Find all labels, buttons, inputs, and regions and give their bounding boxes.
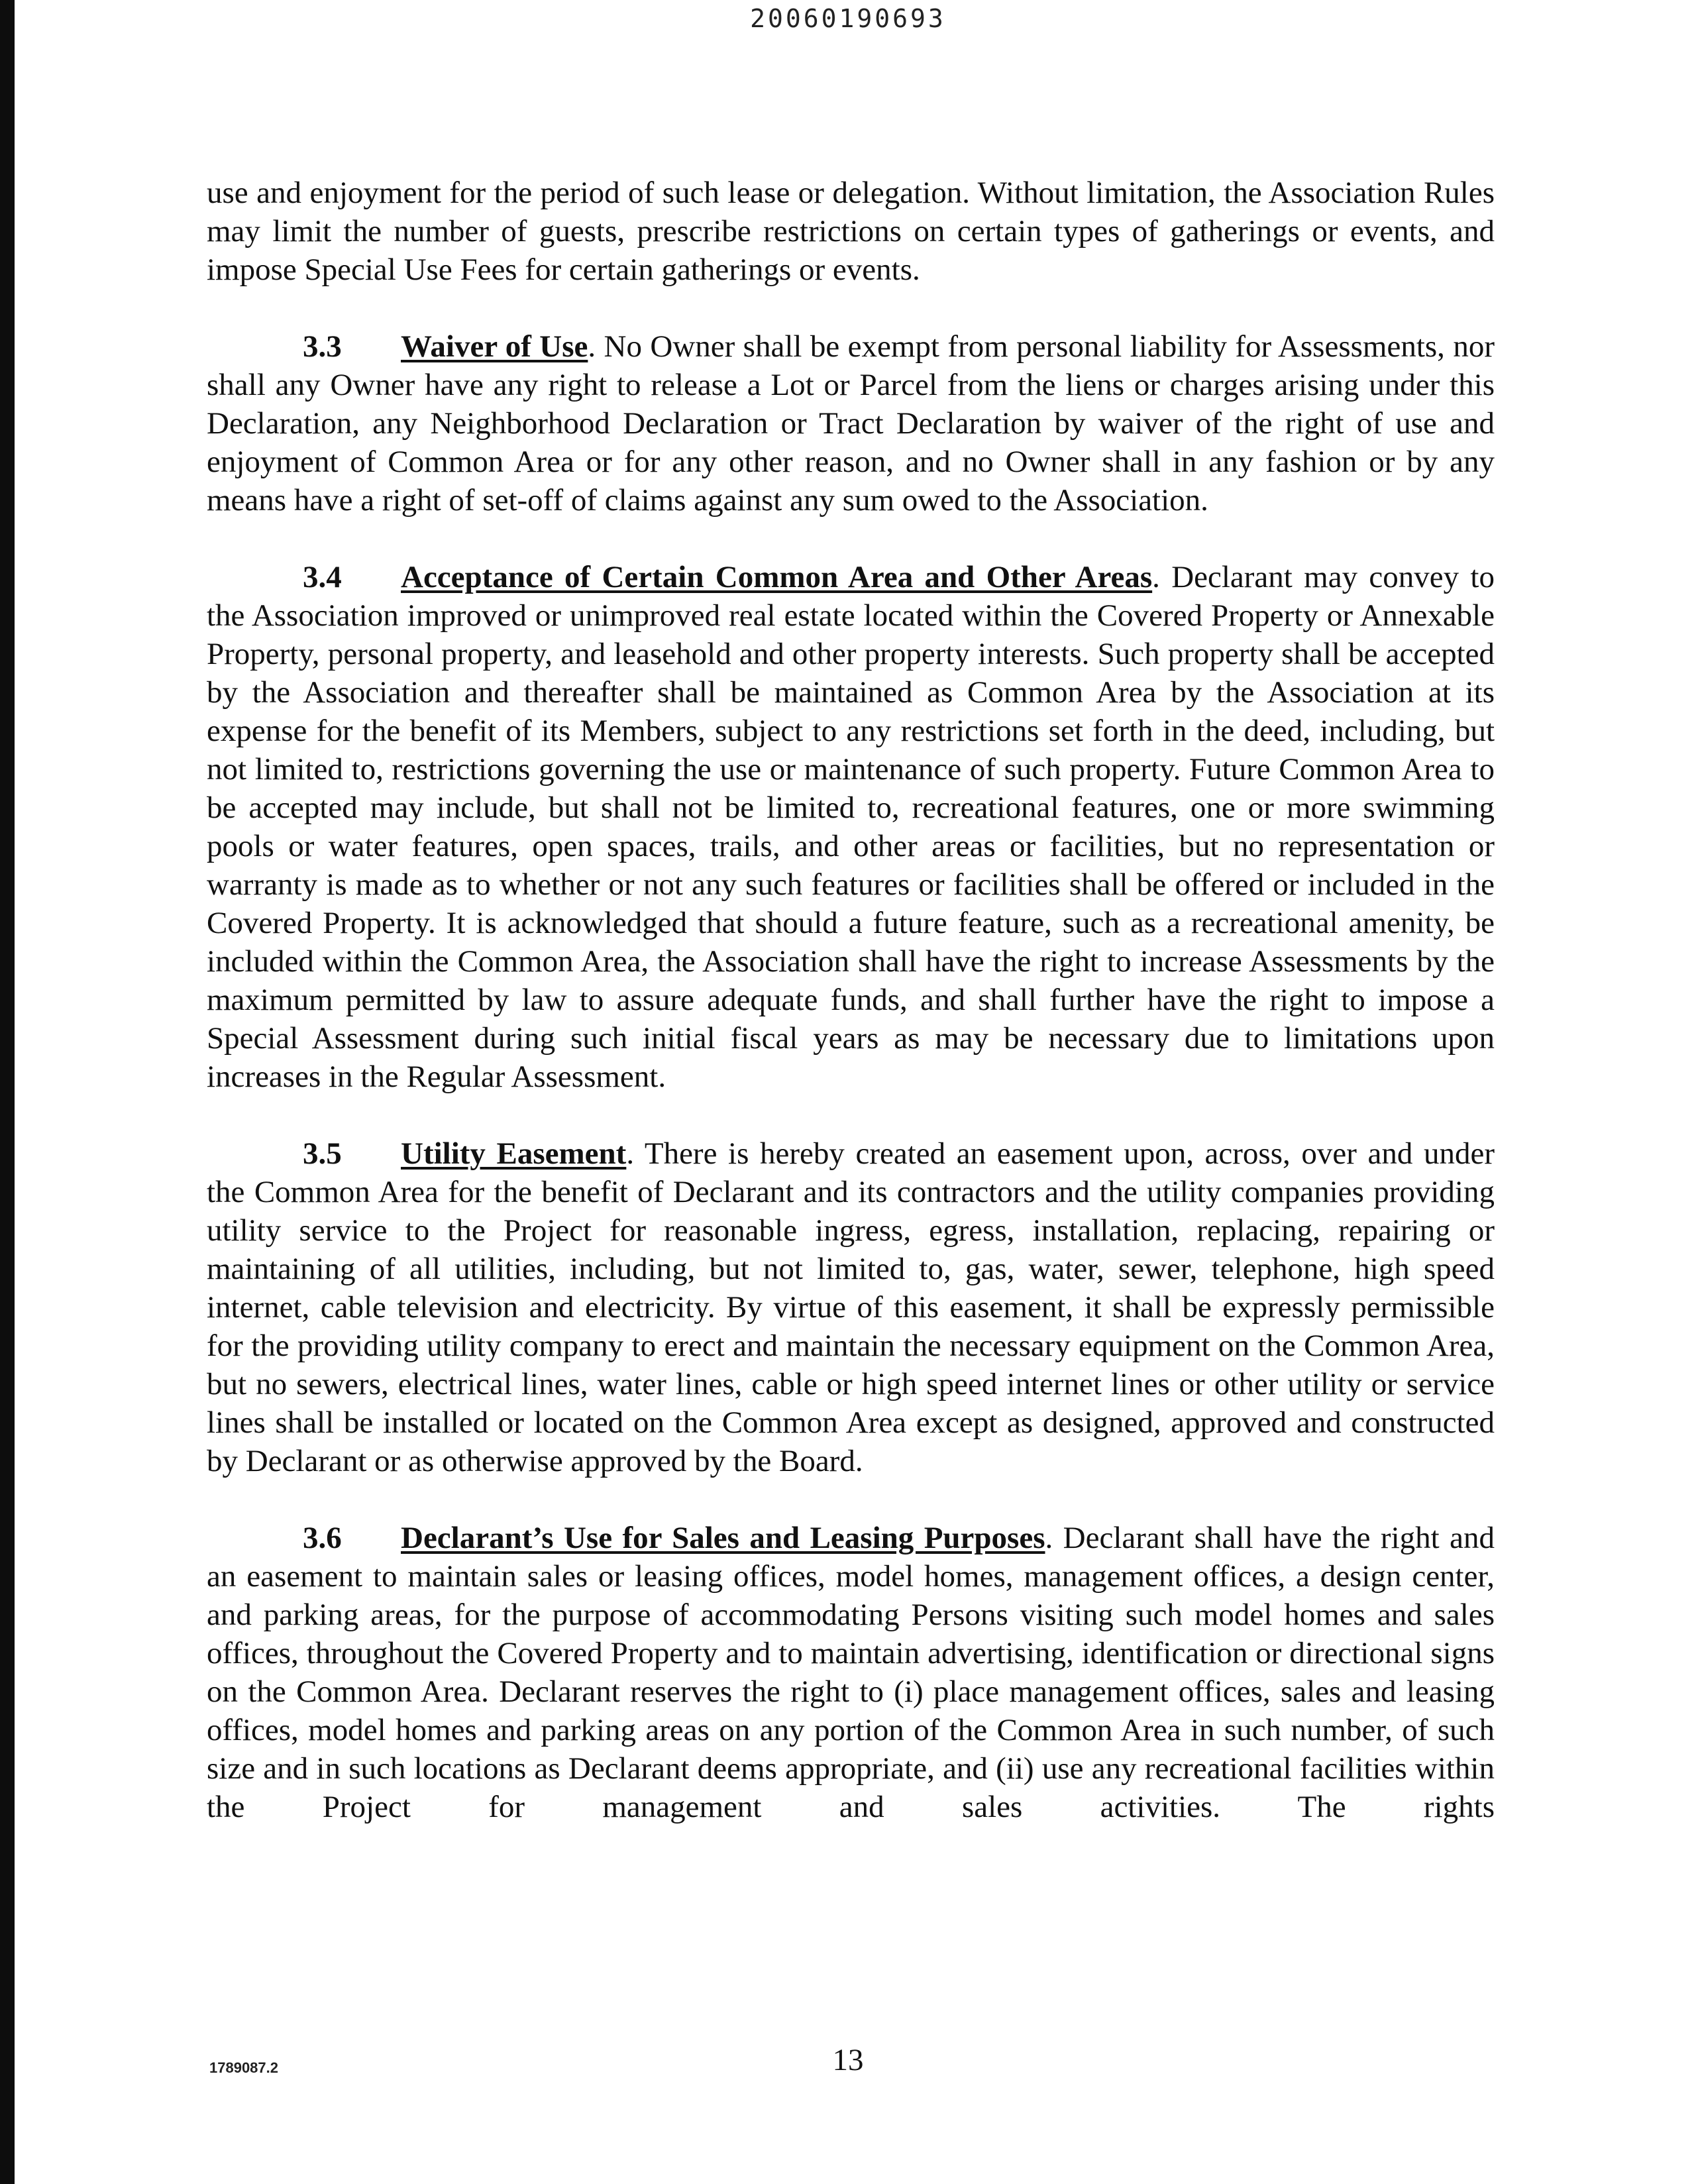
page-body [207,174,1495,1826]
document-number: 20060190693 [750,4,946,33]
section-3-3 [207,327,1495,519]
section-number: 3.3 [303,329,342,364]
section-text: . Declarant may convey to the Association improved or unimproved real estate located within the Covered Property or Annexable Property, personal property, and leasehold and other property interests. Such property shall be accepted by the Association and thereafter shall be maintained as Common Area by the Association at its expense for the benefit of its Members, subject to any restrictions set forth in the deed, including, but not limited to, restrictions governing the use or maintenance of such property. Future Common Area to be accepted may include, but shall not be limited to, recreational features, one or more swimming pools or water features, open spaces, trails, and other areas or facilities, but no representation or warranty is made as to whether or not any such features or facilities shall be offered or included in the Covered Property. It is acknowledged that should a future feature, such as a recreational amenity, be included within the Common Area, the Association shall have the right to increase Assessments by the maximum permitted by law to assure adequate funds, and shall further have the right to impose a Special Assessment during such initial fiscal years as may be necessary due to limitations upon increases in the Regular Assessment. [207,560,1495,1094]
section-number: 3.6 [303,1521,342,1555]
section-number: 3.4 [303,560,342,594]
section-text: . Declarant shall have the right and an easement to maintain sales or leasing offices, model homes, management offices, a design center, and parking areas, for the purpose of accommodating Persons visiting such model homes and sales offices, throughout the Covered Property and to maintain advertising, identification or directional signs on the Common Area. Declarant reserves the right to (i) place management offices, sales and leasing offices, model homes and parking areas on any portion of the Common Area in such number, of such size and in such locations as Declarant deems appropriate, and (ii) use any recreational facilities within the Project for management and sales activities. The rights [207,1521,1495,1824]
section-3-5 [207,1134,1495,1480]
scan-edge-bar [0,0,15,2184]
section-heading: Waiver of Use [401,329,588,364]
section-number: 3.5 [303,1136,342,1171]
section-heading: Declarant’s Use for Sales and Leasing Purposes [401,1521,1045,1555]
footer-document-id: 1789087.2 [209,2059,278,2076]
section-text: . There is hereby created an easement upon, across, over and under the Common Area for the benefit of Declarant and its contractors and the utility companies providing utility service to the Project for reasonable ingress, egress, installation, replacing, repairing or maintaining of all utilities, including, but not limited to, gas, water, sewer, telephone, high speed internet, cable television and electricity. By virtue of this easement, it shall be expressly permissible for the providing utility company to erect and maintain the necessary equipment on the Common Area, but no sewers, electrical lines, water lines, cable or high speed internet lines or other utility or service lines shall be installed or located on the Common Area except as designed, approved and constructed by Declarant or as otherwise approved by the Board. [207,1136,1495,1478]
paragraph-text: use and enjoyment for the period of such lease or delegation. Without limitation, the Association Rules may limit the number of guests, prescribe restrictions on certain types of gatherings or events, and impose Special Use Fees for certain gatherings or events. [207,176,1495,287]
page-number: 13 [832,2043,864,2077]
section-3-6 [207,1519,1495,1826]
section-heading: Utility Easement [401,1136,627,1171]
paragraph-continuation [207,174,1495,289]
section-text: . No Owner shall be exempt from personal liability for Assessments, nor shall any Owner have any right to release a Lot or Parcel from the liens or charges arising under this Declaration, any Neighborhood Declaration or Tract Declaration by waiver of the right of use and enjoyment of Common Area or for any other reason, and no Owner shall in any fashion or by any means have a right of set-off of claims against any sum owed to the Association. [207,329,1495,518]
section-3-4 [207,558,1495,1096]
section-heading: Acceptance of Certain Common Area and Other Areas [401,560,1153,594]
